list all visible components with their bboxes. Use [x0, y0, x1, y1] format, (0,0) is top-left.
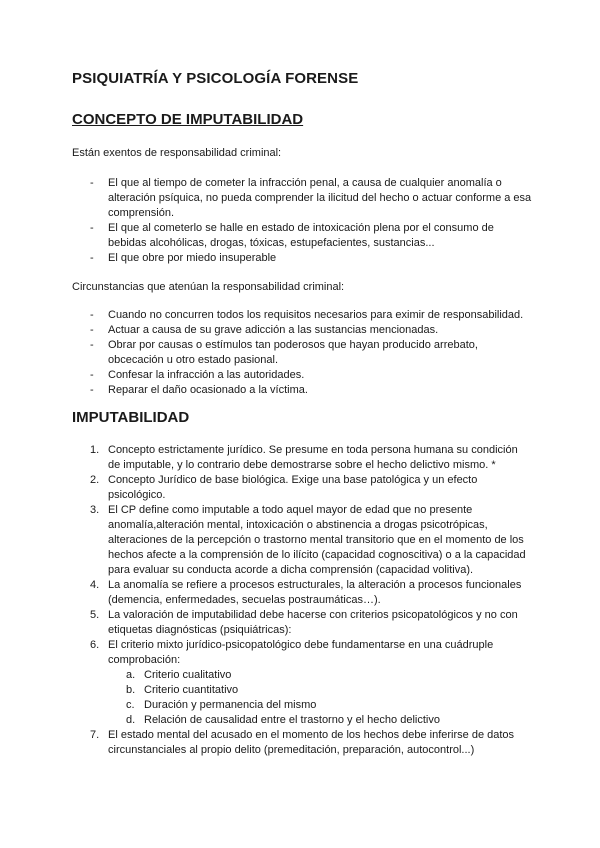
list-item: - Actuar a causa de su grave adicción a las sustancias mencionadas. [72, 323, 532, 338]
list-item: - Obrar por causas o estímulos tan poderosos que hayan producido arrebato, obcecación u otro estado pasional. [72, 338, 532, 368]
list-item: - Cuando no concurren todos los requisitos necesarios para eximir de responsabilidad. [72, 308, 532, 323]
list-number: 6. [90, 639, 100, 651]
list-item: - Reparar el daño ocasionado a la víctima. [72, 383, 532, 398]
exempt-intro: Están exentos de responsabilidad criminal: [72, 147, 282, 159]
sublist-item [72, 668, 532, 683]
list-item [72, 473, 532, 503]
mitigating-list [72, 308, 532, 398]
section-heading-imputabilidad: IMPUTABILIDAD [72, 409, 190, 426]
list-item: - Confesar la infracción a las autoridades. [72, 368, 532, 383]
list-item-text: Concepto estrictamente jurídico. Se presume en toda persona humana su condición de imputable, y lo contrario debe demostrarse sobre el hecho delictivo mismo. * [108, 444, 518, 471]
sublist-item [72, 713, 532, 728]
document-title: PSIQUIATRÍA Y PSICOLOGÍA FORENSE [72, 70, 359, 87]
list-number: 4. [90, 579, 100, 591]
imputability-list [72, 443, 532, 758]
list-item [72, 728, 532, 758]
list-item [72, 608, 532, 638]
list-number: 7. [90, 729, 100, 741]
list-item-text: El CP define como imputable a todo aquel mayor de edad que no presente anomalía,alteración mental, intoxicación o abstinencia a drogas psicotrópicas, alteraciones de la percepción o trastorno mental transitorio que en el momento de los hechos afecte a la comprensión de lo ilícito (capacidad cognoscitiva) o a la capacidad para evaluar su conducta acorde a dicha comprensión (capacidad volitiva). [108, 504, 526, 576]
list-number: 1. [90, 444, 100, 456]
list-item: - El que al cometerlo se halle en estado de intoxicación plena por el consumo de bebidas alcohólicas, drogas, tóxicas, estupefacientes, sustancias... [72, 221, 532, 251]
sublist-item-text: Criterio cualitativo [144, 669, 232, 681]
list-number: 2. [90, 474, 100, 486]
list-item-text: Concepto Jurídico de base biológica. Exige una base patológica y un efecto psicológico. [108, 474, 478, 501]
sublist-item [72, 698, 532, 713]
list-item-text: La valoración de imputabilidad debe hacerse con criterios psicopatológicos y no con etiquetas diagnósticas (psiquiátricas): [108, 609, 518, 636]
sublist-letter: b. [126, 684, 136, 696]
sublist-letter: c. [126, 699, 135, 711]
list-number: 5. [90, 609, 100, 621]
list-item [72, 578, 532, 608]
list-item [72, 503, 532, 578]
sublist-item [72, 683, 532, 698]
list-number: 3. [90, 504, 100, 516]
mitigating-intro: Circunstancias que atenúan la responsabilidad criminal: [72, 281, 345, 293]
sublist-item-text: Duración y permanencia del mismo [144, 699, 317, 711]
list-item-text: El estado mental del acusado en el momento de los hechos debe inferirse de datos circunstanciales al propio delito (premeditación, preparación, autocontrol...) [108, 729, 515, 756]
sublist-letter: d. [126, 714, 136, 726]
list-item: - El que al tiempo de cometer la infracción penal, a causa de cualquier anomalía o alteración psíquica, no pueda comprender la ilicitud del hecho o actuar conforme a esa comprensión. [72, 176, 532, 221]
exempt-list [72, 176, 532, 266]
list-item: - El que obre por miedo insuperable [72, 251, 532, 266]
list-item-text: La anomalía se refiere a procesos estructurales, la alteración a procesos funcionales (demencia, enfermedades, secuelas postraumáticas…). [108, 579, 522, 606]
criteria-sublist [108, 668, 532, 728]
sublist-item-text: Relación de causalidad entre el trastorno y el hecho delictivo [144, 714, 440, 726]
list-item [72, 443, 532, 473]
section-heading-concepto: CONCEPTO DE IMPUTABILIDAD [72, 111, 304, 128]
list-item [72, 638, 532, 728]
sublist-letter: a. [126, 669, 136, 681]
sublist-item-text: Criterio cuantitativo [144, 684, 239, 696]
list-item-text: El criterio mixto jurídico-psicopatológico debe fundamentarse en una cuádruple comprobación: [108, 639, 494, 666]
